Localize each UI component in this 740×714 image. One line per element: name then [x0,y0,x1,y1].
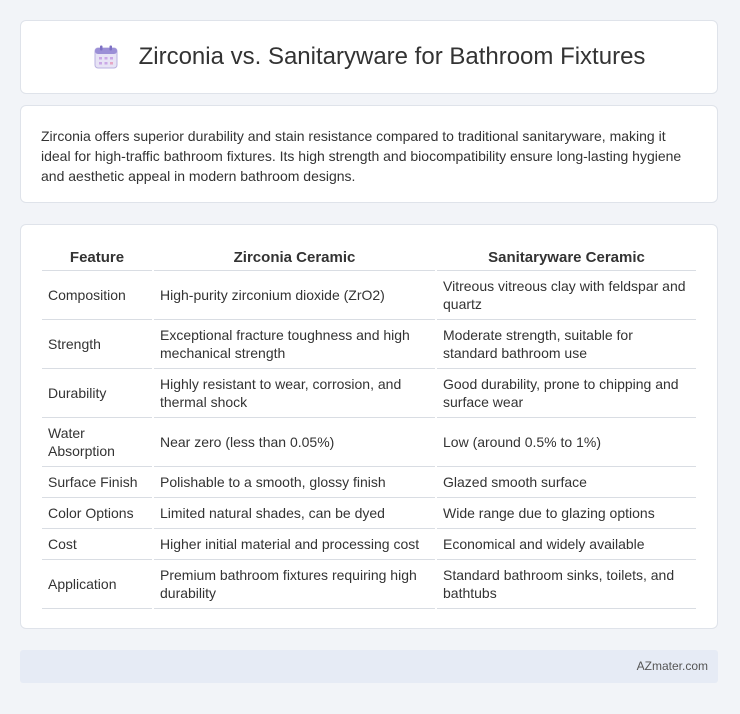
column-header-sanitaryware: Sanitaryware Ceramic [437,245,696,271]
sanitaryware-cell: Glazed smooth surface [437,467,696,498]
table-row [42,560,696,609]
table-row [42,271,696,320]
table-row [42,467,696,498]
footer [20,650,718,683]
sanitaryware-cell: Good durability, prone to chipping and surface wear [437,369,696,418]
table-row [42,369,696,418]
zirconia-cell: Higher initial material and processing cost [154,529,435,560]
summary-text: Zirconia offers superior durability and stain resistance compared to traditional sanitaryware, making it ideal for high-traffic bathroom fixtures. Its high strength and biocompatibility ensure long-lasting hygiene and aesthetic appeal in modern bathroom designs. [41,128,682,184]
sanitaryware-cell: Standard bathroom sinks, toilets, and bathtubs [437,560,696,609]
feature-cell: Surface Finish [42,467,152,498]
table-row [42,498,696,529]
comparison-table [40,245,698,609]
table-row [42,320,696,369]
zirconia-cell: Limited natural shades, can be dyed [154,498,435,529]
feature-cell: Application [42,560,152,609]
calendar-icon [93,44,119,70]
feature-cell: Composition [42,271,152,320]
sanitaryware-cell: Vitreous vitreous clay with feldspar and quartz [437,271,696,320]
feature-cell: Durability [42,369,152,418]
table-card [20,224,718,629]
feature-cell: Color Options [42,498,152,529]
sanitaryware-cell: Moderate strength, suitable for standard bathroom use [437,320,696,369]
column-header-zirconia: Zirconia Ceramic [154,245,435,271]
feature-cell: Water Absorption [42,418,152,467]
feature-cell: Cost [42,529,152,560]
feature-cell: Strength [42,320,152,369]
zirconia-cell: Exceptional fracture toughness and high mechanical strength [154,320,435,369]
sanitaryware-cell: Low (around 0.5% to 1%) [437,418,696,467]
table-header-row [42,245,696,271]
sanitaryware-cell: Economical and widely available [437,529,696,560]
table-row [42,529,696,560]
page-title: Zirconia vs. Sanitaryware for Bathroom Fixtures [138,43,646,70]
zirconia-cell: Near zero (less than 0.05%) [154,418,435,467]
footer-brand[interactable]: AZmater.com [636,659,708,673]
title-card [20,20,718,94]
zirconia-cell: Polishable to a smooth, glossy finish [154,467,435,498]
zirconia-cell: High-purity zirconium dioxide (ZrO2) [154,271,435,320]
table-row [42,418,696,467]
zirconia-cell: Highly resistant to wear, corrosion, and thermal shock [154,369,435,418]
column-header-feature: Feature [42,245,152,271]
summary-card [20,105,718,203]
zirconia-cell: Premium bathroom fixtures requiring high durability [154,560,435,609]
sanitaryware-cell: Wide range due to glazing options [437,498,696,529]
